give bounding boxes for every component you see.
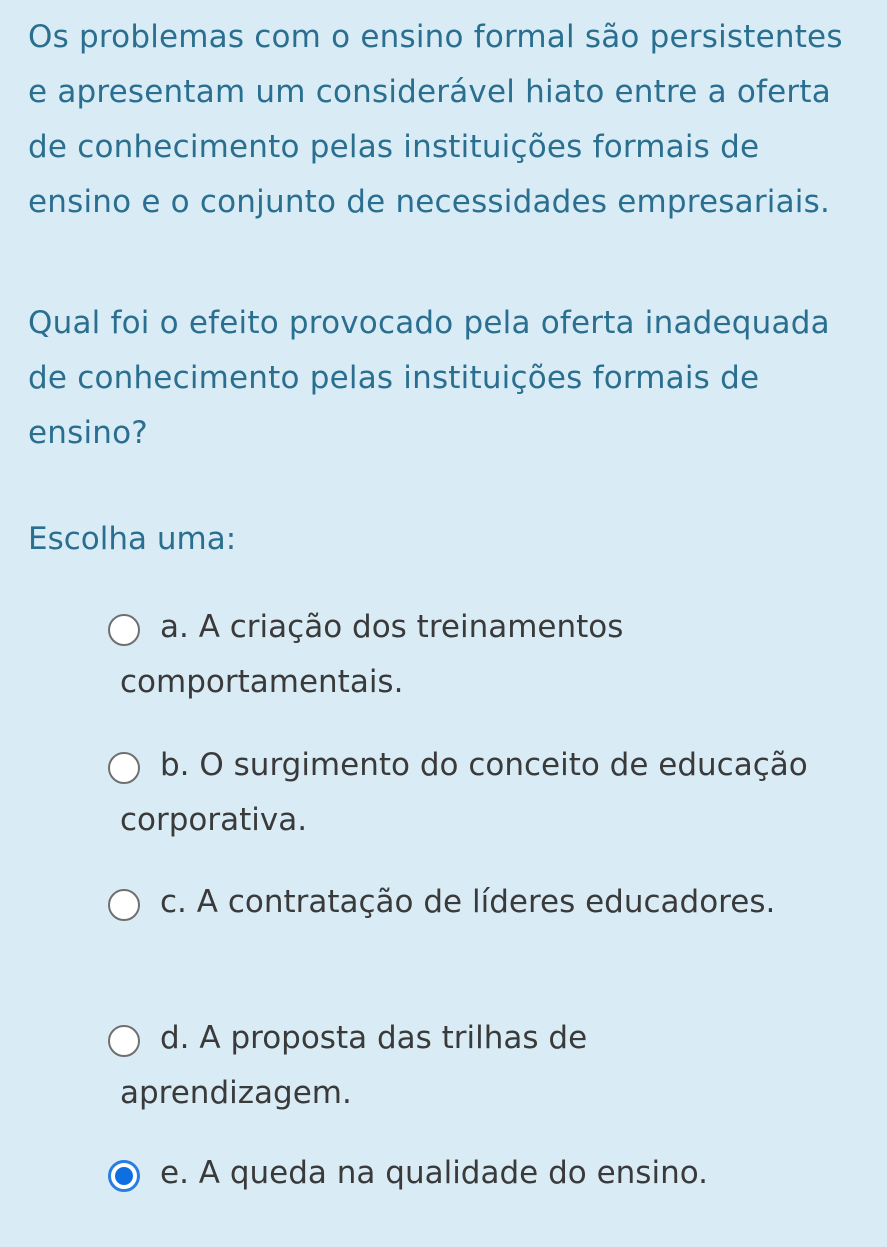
question-paragraph-context: Os problemas com o ensino formal são persistentes e apresentam um considerável hiato entre a oferta de conhecimento pelas instituições formais de ensino e o conjunto de necessidades empresariais. [28,19,843,220]
option-c-label[interactable]: c. A contratação de líderes educadores. [160,884,776,920]
choose-one-prompt: Escolha uma: [28,521,237,557]
option-e-label[interactable]: e. A queda na qualidade do ensino. [160,1155,708,1191]
option-a-label[interactable]: a. A criação dos treinamentos comportamentais. [120,609,624,700]
question-paragraph-ask: Qual foi o efeito provocado pela oferta inadequada de conhecimento pelas instituições formais de ensino? [28,305,830,451]
option-b-label[interactable]: b. O surgimento do conceito de educação corporativa. [120,747,808,838]
option-d-label[interactable]: d. A proposta das trilhas de aprendizagem. [120,1020,588,1111]
